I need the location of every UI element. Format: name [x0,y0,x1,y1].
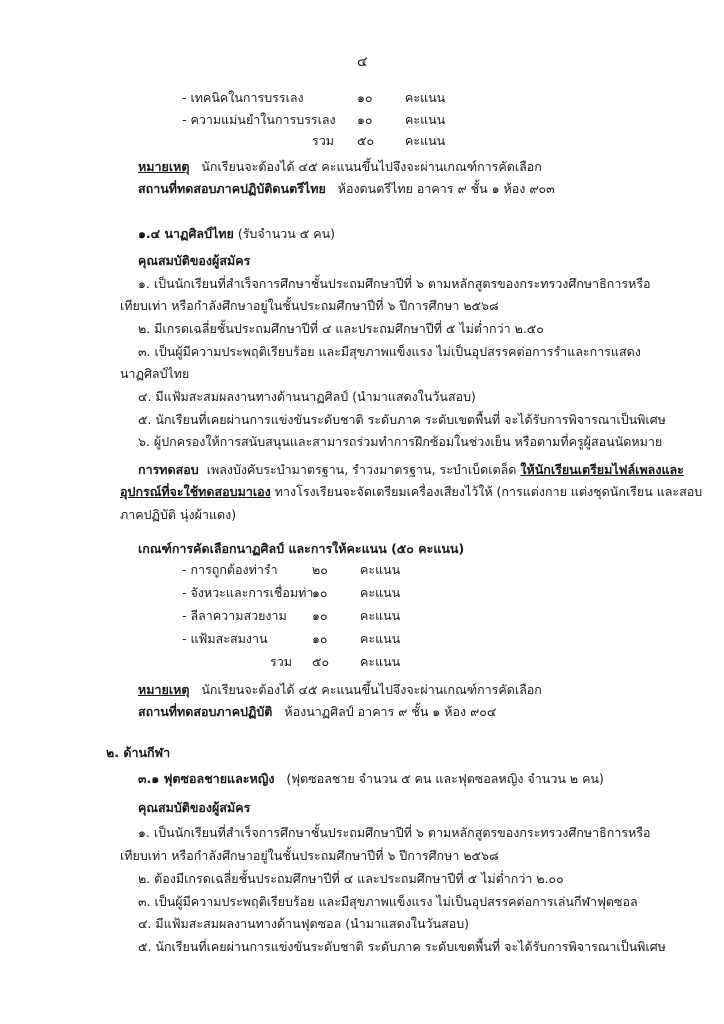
score-label: - ความแม่นยำในการบรรเลง [182,112,336,127]
subsection-heading [138,771,604,787]
total-unit: คะแนน [405,133,446,148]
page-number: ๔ [357,54,368,70]
section-heading [138,226,335,242]
criteria-label: - จังหวะและการเชื่อมท่า [182,585,314,600]
note-line [138,682,542,698]
criteria-label: - แฟ้มสะสมงาน [182,631,268,646]
criteria-points: ๑๐ [312,585,328,600]
qualification-item: ๕. นักเรียนที่เคยผ่านการแข่งขันระดับชาติ ระดับภาค ระดับเขตพื้นที่ จะได้รับการพิจารณาเป็นพิเศษ [138,412,666,427]
criteria-points: ๑๐ [312,631,328,646]
criteria-points: ๒๐ [312,562,328,577]
test-label: การทดสอบ [138,462,199,477]
note-label: หมายเหตุ [138,682,190,697]
criteria-heading: เกณฑ์การคัดเลือกนาฏศิลป์ และการให้คะแนน (๕๐ คะแนน) [138,541,465,556]
test-text: เพลงบังคับระบำมาตรฐาน, รำวงมาตรฐาน, ระบำเบ็ดเตล็ด [206,462,517,477]
test-instruction: ให้นักเรียนเตรียมไฟล์เพลงและ [520,462,684,477]
qualification-item: ๒. มีเกรดเฉลี่ยชั้นประถมศึกษาปีที่ ๔ และประถมศึกษาปีที่ ๕ ไม่ต่ำกว่า ๒.๕๐ [138,321,544,336]
score-points: ๑๐ [357,90,373,105]
qualification-item: ๒. ต้องมีเกรดเฉลี่ยชั้นประถมศึกษาปีที่ ๔ และประถมศึกษาปีที่ ๕ ไม่ต่ำกว่า ๒.๐๐ [138,871,564,886]
test-line-cont [120,484,702,500]
total-points: ๕๐ [312,654,330,669]
test-text: ทางโรงเรียนจะจัดเตรียมเครื่องเสียงไว้ให้ (การแต่งกาย แต่งชุดนักเรียน และสอบ [274,484,703,499]
venue-line [138,181,555,197]
total-points: ๕๐ [357,133,375,148]
section-heading: ๒. ด้านกีฬา [106,745,171,760]
criteria-unit: คะแนน [360,585,401,600]
score-unit: คะแนน [405,90,446,105]
note-label: หมายเหตุ [138,159,190,174]
criteria-unit: คะแนน [360,631,401,646]
venue-line [138,704,496,720]
subsection-title: ๓.๑ ฟุตซอลชายและหญิง [138,771,275,786]
qualification-item-cont: นาฏศิลป์ไทย [120,366,190,381]
score-unit: คะแนน [405,112,446,127]
note-line [138,159,542,175]
section-count: (รับจำนวน ๕ คน) [237,226,335,241]
total-label: รวม [312,133,334,148]
section-title: ๑.๔ นาฏศิลป์ไทย [138,226,234,241]
criteria-label: - ลีลาความสวยงาม [182,608,287,623]
score-label: - เทคนิคในการบรรเลง [182,90,304,105]
note-text: นักเรียนจะต้องได้ ๔๕ คะแนนขึ้นไปจึงจะผ่านเกณฑ์การคัดเลือก [201,682,542,697]
total-unit: คะแนน [360,654,401,669]
score-points: ๑๐ [357,112,373,127]
qualifications-heading: คุณสมบัติของผู้สมัคร [138,253,251,268]
qualification-item: ๖. ผู้ปกครองให้การสนับสนุนและสามารถร่วมทำการฝึกซ้อมในช่วงเย็น หรือตามที่ครูผู้สอนนัดหมาย [138,434,663,449]
criteria-unit: คะแนน [360,562,401,577]
qualification-item: ๔. มีแฟ้มสะสมผลงานทางด้านฟุตซอล (นำมาแสดงในวันสอบ) [138,916,470,931]
qualification-item: ๑. เป็นนักเรียนที่สำเร็จการศึกษาชั้นประถมศึกษาปีที่ ๖ ตามหลักสูตรของกระทรวงศึกษาธิการหรือ [138,825,651,840]
qualification-item: ๑. เป็นนักเรียนที่สำเร็จการศึกษาชั้นประถมศึกษาปีที่ ๖ ตามหลักสูตรของกระทรวงศึกษาธิการหรือ [138,276,651,291]
qualification-item-cont: เทียบเท่า หรือกำลังศึกษาอยู่ในชั้นประถมศึกษาปีที่ ๖ ปีการศึกษา ๒๕๖๘ [120,848,499,863]
test-instruction: อุปกรณ์ที่จะใช้ทดสอบมาเอง [120,484,271,499]
criteria-label: - การถูกต้องท่ารำ [182,562,278,577]
criteria-points: ๑๐ [312,608,328,623]
criteria-unit: คะแนน [360,608,401,623]
venue-label: สถานที่ทดสอบภาคปฏิบัติดนตรีไทย [138,181,326,196]
qualification-item: ๓. เป็นผู้มีความประพฤติเรียบร้อย และมีสุขภาพแข็งแรง ไม่เป็นอุปสรรคต่อการเล่นกีฬาฟุตซอล [138,894,638,909]
venue-text: ห้องนาฏศิลป์ อาคาร ๙ ชั้น ๑ ห้อง ๙๐๔ [284,704,497,719]
qualification-item: ๕. นักเรียนที่เคยผ่านการแข่งขันระดับชาติ ระดับภาค ระดับเขตพื้นที่ จะได้รับการพิจารณาเป็นพิเศษ [138,939,666,954]
test-line-cont: ภาคปฏิบัติ นุ่งผ้าแดง) [120,507,237,522]
note-text: นักเรียนจะต้องได้ ๔๕ คะแนนขึ้นไปจึงจะผ่านเกณฑ์การคัดเลือก [201,159,542,174]
subsection-count: (ฟุตซอลชาย จำนวน ๕ คน และฟุตซอลหญิง จำนวน ๒ คน) [286,771,604,786]
qualification-item-cont: เทียบเท่า หรือกำลังศึกษาอยู่ในชั้นประถมศึกษาปีที่ ๖ ปีการศึกษา ๒๕๖๘ [120,298,499,313]
qualification-item: ๔. มีแฟ้มสะสมผลงานทางด้านนาฏศิลป์ (นำมาแสดงในวันสอบ) [138,389,476,404]
venue-label: สถานที่ทดสอบภาคปฏิบัติ [138,704,273,719]
total-label: รวม [270,654,292,669]
qualification-item: ๓. เป็นผู้มีความประพฤติเรียบร้อย และมีสุขภาพแข็งแรง ไม่เป็นอุปสรรคต่อการรำและการแสดง [138,344,641,359]
venue-text: ห้องดนตรีไทย อาคาร ๙ ชั้น ๑ ห้อง ๙๐๓ [337,181,555,196]
test-line [138,462,684,478]
qualifications-heading: คุณสมบัติของผู้สมัคร [138,800,251,815]
